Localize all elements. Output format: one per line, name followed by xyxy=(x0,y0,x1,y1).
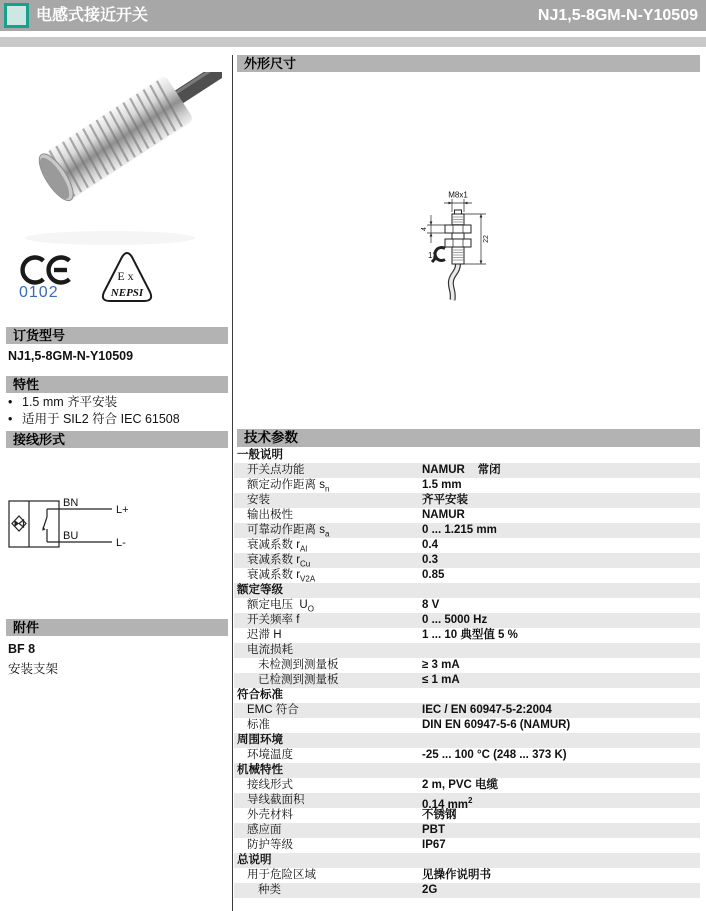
features-list xyxy=(8,394,226,428)
tech-row xyxy=(234,883,700,898)
tech-label: 衰减系数 $r_{Cu}$ xyxy=(247,554,311,569)
tech-label: 一般说明 xyxy=(237,449,283,461)
section-dimensions-heading: 外形尺寸 xyxy=(237,55,700,72)
tech-row xyxy=(234,553,700,568)
tech-value: 0.3 xyxy=(422,554,438,566)
tech-row xyxy=(234,778,700,793)
tech-row xyxy=(234,463,700,478)
tech-label: 防护等级 xyxy=(247,839,293,851)
feature-text: 适用于 SIL2 符合 IEC 61508 xyxy=(22,412,180,426)
ex-label: Ex xyxy=(117,269,137,283)
tech-row xyxy=(234,823,700,838)
tech-row xyxy=(234,868,700,883)
nepsi-label: NEPSI xyxy=(110,287,144,299)
wiring-diagram xyxy=(8,495,180,559)
tech-value: NAMUR xyxy=(422,509,465,521)
tech-value: DIN EN 60947-5-6 (NAMUR) xyxy=(422,719,571,731)
tech-label: 开关频率 f xyxy=(247,614,300,626)
tech-value: PBT xyxy=(422,824,445,836)
tech-label: 开关点功能 xyxy=(247,464,305,476)
section-features-heading: 特性 xyxy=(6,376,228,393)
tech-value: 1.5 mm xyxy=(422,479,462,491)
brand-square-icon xyxy=(4,3,29,28)
tech-value: 0.85 xyxy=(422,569,445,581)
tech-value: 0.14 $mm^2$ xyxy=(422,796,473,811)
tech-row xyxy=(234,598,700,613)
order-model: NJ1,5-8GM-N-Y10509 xyxy=(8,349,134,363)
tech-value: 8 V xyxy=(422,599,440,611)
tech-value: IEC / EN 60947-5-2:2004 xyxy=(422,704,552,716)
tech-section-row xyxy=(234,583,700,598)
dim-wrench-label: 13 xyxy=(428,251,437,260)
tech-value: 不锈钢 xyxy=(422,809,457,821)
wire-lplus-label: L+ xyxy=(116,504,129,516)
page-title: 电感式接近开关 xyxy=(36,7,149,24)
tech-row xyxy=(234,748,700,763)
tech-row xyxy=(234,838,700,853)
accessory-model: BF 8 xyxy=(8,642,36,656)
tech-value: -25 ... 100 °C (248 ... 373 K) xyxy=(422,749,567,761)
feature-item xyxy=(8,394,226,411)
tech-label: 环境温度 xyxy=(247,749,293,761)
tech-label: 额定等级 xyxy=(237,584,283,596)
tech-value: ≥ 3 mA xyxy=(422,659,460,671)
tech-label: 安装 xyxy=(247,494,270,506)
accessory-desc: 安装支架 xyxy=(8,662,59,676)
dimension-drawing xyxy=(418,190,568,308)
tech-section-row xyxy=(234,763,700,778)
dim-nut-label: 4 xyxy=(421,227,428,231)
tech-label: 导线截面积 xyxy=(247,794,305,806)
tech-label: 电流损耗 xyxy=(247,644,293,656)
page-header xyxy=(0,0,706,31)
tech-table xyxy=(234,448,700,898)
section-order-heading: 订货型号 xyxy=(6,327,228,344)
tech-value: 0 ... 1.215 mm xyxy=(422,524,497,536)
header-strip xyxy=(0,37,706,47)
tech-row xyxy=(234,523,700,538)
tech-value: 1 ... 10 典型值 5 % xyxy=(422,629,518,641)
tech-row xyxy=(234,508,700,523)
tech-label: EMC 符合 xyxy=(247,704,299,716)
tech-row xyxy=(234,703,700,718)
tech-section-row xyxy=(234,853,700,868)
tech-row xyxy=(234,538,700,553)
wire-lminus-label: L- xyxy=(116,537,126,549)
tech-label: 接线形式 xyxy=(247,779,293,791)
tech-row xyxy=(234,613,700,628)
tech-label: 种类 xyxy=(258,884,281,896)
tech-row xyxy=(234,793,700,811)
tech-value: 0.4 xyxy=(422,539,438,551)
tech-row xyxy=(234,718,700,733)
tech-label: 迟滞 H xyxy=(247,629,282,641)
bullet-icon: • xyxy=(8,412,13,426)
nepsi-ex-icon xyxy=(97,249,157,307)
tech-label: 感应面 xyxy=(247,824,282,836)
feature-item xyxy=(8,411,226,428)
tech-value: 0 ... 5000 Hz xyxy=(422,614,488,626)
tech-label: 机械特性 xyxy=(237,764,283,776)
tech-row xyxy=(234,628,700,643)
tech-row xyxy=(234,643,700,658)
wire-bu-label: BU xyxy=(63,530,79,542)
section-tech-heading: 技术参数 xyxy=(237,429,700,447)
tech-label: 额定动作距离 $s_n$ xyxy=(247,479,330,494)
tech-section-row xyxy=(234,688,700,703)
tech-label: 周围环境 xyxy=(237,734,283,746)
tech-label: 符合标准 xyxy=(237,689,283,701)
section-accessories-heading: 附件 xyxy=(6,619,228,636)
tech-value: 2G xyxy=(422,884,438,896)
wire-bn-label: BN xyxy=(63,497,79,509)
dim-thread-label: M8x1 xyxy=(448,190,468,200)
tech-label: 外壳材料 xyxy=(247,809,293,821)
tech-row xyxy=(234,673,700,688)
tech-row xyxy=(234,478,700,493)
ce-number: 0102 xyxy=(19,284,59,301)
bullet-icon: • xyxy=(8,395,13,409)
tech-value: 齐平安装 xyxy=(422,494,468,506)
tech-row xyxy=(234,568,700,583)
tech-label: 标准 xyxy=(247,719,270,731)
tech-section-row xyxy=(234,448,700,463)
tech-label: 未检测到测量板 xyxy=(258,659,339,671)
header-model-number: NJ1,5-8GM-N-Y10509 xyxy=(537,7,698,24)
tech-label: 衰减系数 $r_{V2A}$ xyxy=(247,569,316,584)
tech-label: 输出极性 xyxy=(247,509,293,521)
tech-value: NAMUR 常闭 xyxy=(422,464,501,476)
tech-value: IP67 xyxy=(422,839,446,851)
tech-value: 见操作说明书 xyxy=(422,869,491,881)
tech-label: 额定电压 $U_O$ xyxy=(247,599,314,614)
product-photo xyxy=(10,72,222,252)
tech-value: ≤ 1 mA xyxy=(422,674,460,686)
tech-value: 2 m, PVC 电缆 xyxy=(422,779,499,791)
ce-mark-icon xyxy=(20,253,74,287)
feature-text: 1.5 mm 齐平安装 xyxy=(22,395,118,409)
tech-label: 总说明 xyxy=(237,854,272,866)
tech-label: 衰减系数 $r_{Al}$ xyxy=(247,539,308,554)
section-connection-heading: 接线形式 xyxy=(6,431,228,448)
tech-section-row xyxy=(234,733,700,748)
tech-label: 可靠动作距离 $s_a$ xyxy=(247,524,330,539)
tech-row xyxy=(234,658,700,673)
wrench-icon xyxy=(432,248,445,263)
tech-row xyxy=(234,493,700,508)
tech-row xyxy=(234,808,700,823)
tech-label: 用于危险区域 xyxy=(247,869,316,881)
column-divider xyxy=(232,55,233,911)
tech-label: 已检测到测量板 xyxy=(258,674,339,686)
dim-length-label: 22 xyxy=(483,235,490,243)
